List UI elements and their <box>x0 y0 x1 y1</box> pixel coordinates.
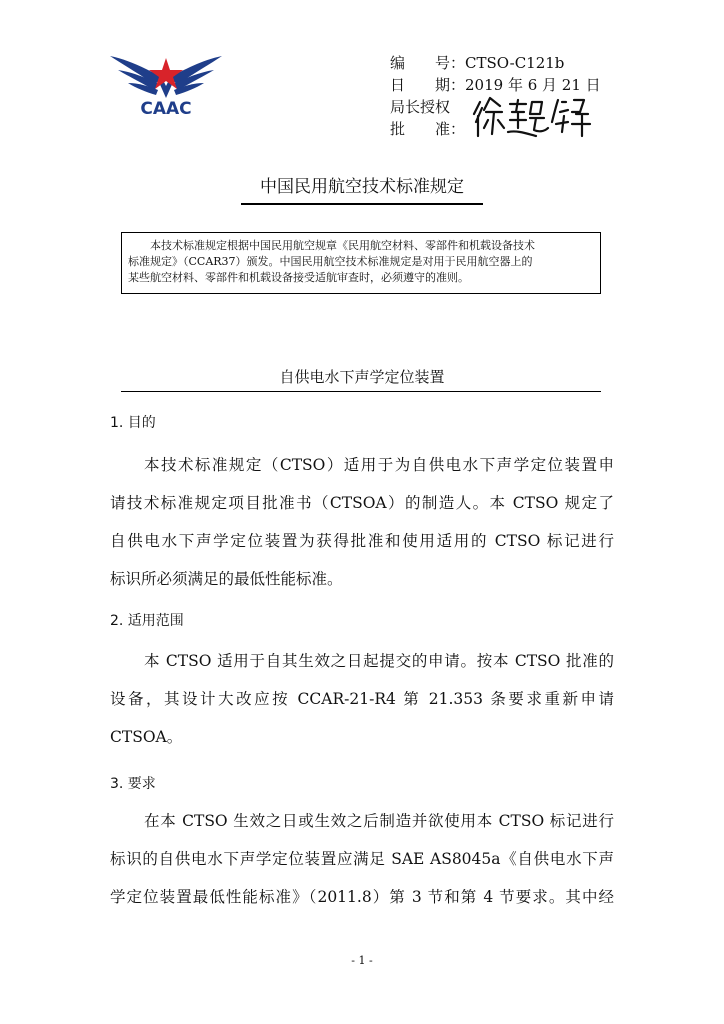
svg-text:CAAC: CAAC <box>140 99 192 119</box>
subject-underline <box>121 391 601 392</box>
body-line: 学定位装置最低性能标准》（2011.8）第 3 节和第 4 节要求。其中经 <box>110 888 614 906</box>
body-line: 请技术标准规定项目批准书（CTSOA）的制造人。本 CTSO 规定了 <box>110 494 614 512</box>
notice-line: 标准规定》（CCAR37）颁发。中国民用航空技术标准规定是对用于民用航空器上的 <box>128 255 533 268</box>
notice-line: 某些航空材料、零部件和机载设备接受适航审查时，必须遵守的准则。 <box>128 271 469 284</box>
notice-line: 本技术标准规定根据中国民用航空规章《民用航空材料、零部件和机载设备技术 <box>128 239 535 252</box>
section-body-requirements <box>110 802 614 916</box>
handwritten-signature <box>470 92 595 140</box>
meta-label: 批 准： <box>390 120 466 138</box>
subject-title: 自供电水下声学定位装置 <box>279 368 445 386</box>
meta-row-number <box>390 52 601 74</box>
page-number: - 1 - <box>351 954 373 967</box>
body-line: 设备，其设计大改应按 CCAR-21-R4 第 21.353 条要求重新申请 <box>110 690 614 708</box>
document-title: 中国民用航空技术标准规定 <box>260 177 464 197</box>
section-heading-scope: 2. 适用范围 <box>110 613 184 629</box>
body-line: 标识所必须满足的最低性能标准。 <box>110 570 343 588</box>
meta-label: 编 号： <box>390 54 466 72</box>
meta-label: 局长授权 <box>390 98 451 116</box>
body-line: 自供电水下声学定位装置为获得批准和使用适用的 CTSO 标记进行 <box>110 532 614 550</box>
section-body-purpose <box>110 446 614 598</box>
title-underline <box>241 203 483 205</box>
body-line: CTSOA。 <box>110 728 183 746</box>
meta-label: 日 期： <box>390 76 466 94</box>
caac-logo <box>108 50 224 120</box>
section-body-scope <box>110 642 614 756</box>
meta-value: CTSO-C121b <box>465 54 565 72</box>
body-line: 标识的自供电水下声学定位装置应满足 SAE AS8045a《自供电水下声 <box>110 850 614 868</box>
body-line: 本技术标准规定（CTSO）适用于为自供电水下声学定位装置申 <box>144 456 614 474</box>
section-heading-requirements: 3. 要求 <box>110 776 156 792</box>
body-line: 在本 CTSO 生效之日或生效之后制造并欲使用本 CTSO 标记进行 <box>144 812 614 830</box>
section-heading-purpose: 1. 目的 <box>110 415 156 431</box>
body-line: 本 CTSO 适用于自其生效之日起提交的申请。按本 CTSO 批准的 <box>144 652 614 670</box>
regulation-notice-box <box>121 232 601 294</box>
meta-value: 2019 年 6 月 21 日 <box>465 76 601 94</box>
